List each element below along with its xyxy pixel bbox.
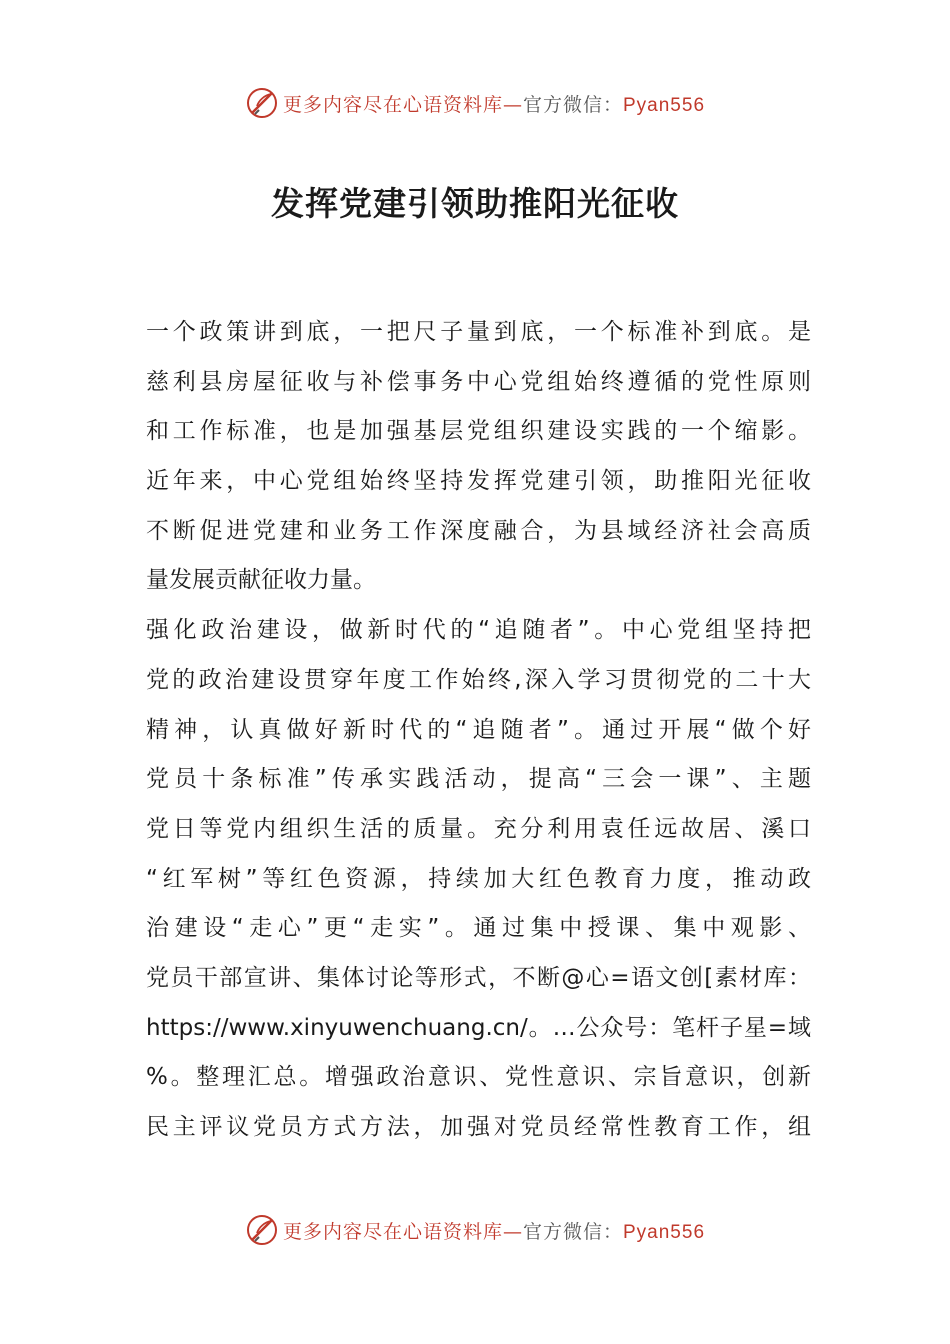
document-title: 发挥党建引领助推阳光征收: [271, 184, 679, 223]
body-line: 一个政策讲到底，一把尺子量到底，一个标准补到底。是: [146, 319, 811, 345]
body-line: 不断促进党建和业务工作深度融合，为县域经济社会高质: [146, 517, 811, 544]
watermark-text: [283, 90, 705, 117]
watermark-slogan: 更多内容尽在心语资料库—: [282, 93, 523, 116]
body-line: 和工作标准，也是加强基层党组织建设实践的一个缩影。: [146, 418, 811, 445]
watermark-wechat-id: Pyan556: [623, 94, 706, 116]
body-line: 强化政治建设，做新时代的“追随者”。中心党组坚持把: [146, 617, 811, 644]
document-body: [146, 308, 811, 1153]
body-line: %。整理汇总。增强政治意识、党性意识、宗旨意识，创新: [146, 1064, 811, 1091]
body-line: 党的政治建设贯穿年度工作始终,深入学习贯彻党的二十大: [146, 666, 811, 693]
watermark-label: 官方微信：: [522, 93, 623, 116]
body-line: 近年来，中心党组始终坚持发挥党建引领，助推阳光征收: [146, 468, 811, 495]
body-line: 量发展贡献征收力量。: [146, 567, 376, 594]
watermark-label: 官方微信：: [522, 1220, 623, 1243]
body-line: 党员十条标准”传承实践活动，提高“三会一课”、主题: [146, 766, 811, 793]
watermark-slogan: 更多内容尽在心语资料库—: [282, 1220, 523, 1243]
body-line: 慈利县房屋征收与补偿事务中心党组始终遵循的党性原则: [146, 368, 811, 395]
body-line: 党员干部宣讲、集体讨论等形式，不断@心=语文创[素材库：: [146, 964, 811, 991]
quill-logo-icon: [245, 1213, 279, 1247]
body-line: https://www.xinyuwenchuang.cn/。…公众号：笔杆子星=域: [146, 1014, 811, 1041]
quill-logo-icon: [245, 86, 279, 120]
watermark-text: [283, 1217, 705, 1244]
body-line: “红军树”等红色资源，持续加大红色教育力度，推动政: [146, 865, 811, 892]
watermark-footer: [0, 1210, 950, 1250]
watermark-wechat-id: Pyan556: [623, 1221, 706, 1243]
body-line: 治建设“走心”更“走实”。通过集中授课、集中观影、: [146, 915, 811, 942]
body-line: 民主评议党员方式方法，加强对党员经常性教育工作，组: [146, 1114, 811, 1140]
watermark-header: [0, 83, 950, 123]
body-line: 党日等党内组织生活的质量。充分利用袁任远故居、溪口: [146, 815, 811, 842]
body-line: 精神，认真做好新时代的“追随者”。通过开展“做个好: [146, 716, 811, 743]
